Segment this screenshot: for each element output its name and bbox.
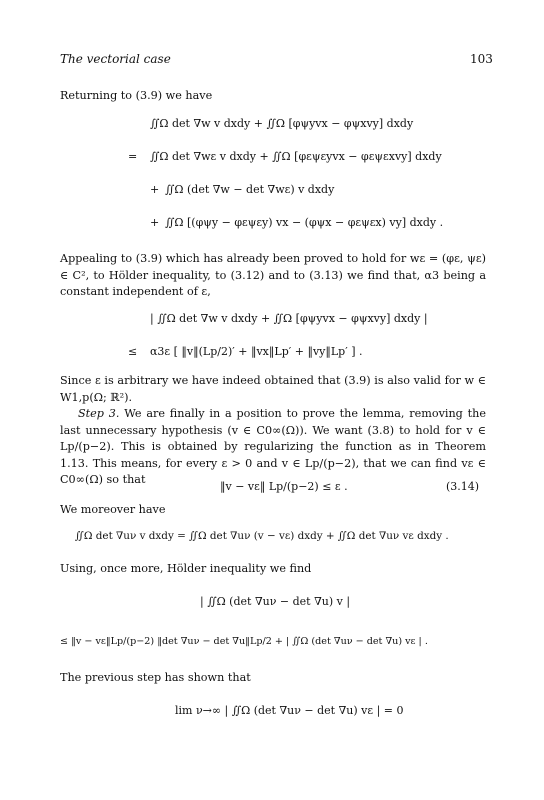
- intro-text: Returning to (3.9) we have: [60, 89, 213, 102]
- equation-line: | ∬Ω (det ∇uν − det ∇u) v |: [200, 595, 351, 608]
- equation-line: ∬Ω det ∇uν v dxdy = ∬Ω det ∇uν (v − vε) dxdy + ∬Ω det ∇uν vε dxdy .: [75, 530, 449, 542]
- step-text: We are finally in a position to prove the lemma, removing the last unnecessary hypothesis (v ∈ C0∞(Ω)). We want (3.8) to hold for v ∈ Lp/(p−2). This is obtained by regularizing the function as in Theorem 1.13. This means, for every ε > 0 and v ∈ Lp/(p−2), that we can find vε ∈ C0∞(Ω) so that: [60, 407, 486, 486]
- equation-relation: +: [150, 183, 160, 196]
- equation-number: (3.14): [446, 480, 480, 493]
- paragraph: Using, once more, Hölder inequality we find: [60, 562, 312, 575]
- equation-relation: =: [128, 150, 138, 163]
- paragraph: The previous step has shown that: [60, 671, 251, 684]
- page-number: 103: [470, 52, 493, 66]
- paragraph: Since ε is arbitrary we have indeed obtained that (3.9) is also valid for w ∈ W1,p(Ω; ℝ²).: [60, 374, 486, 404]
- equation-line: lim ν→∞ | ∬Ω (det ∇uν − det ∇u) vε | = 0: [175, 704, 404, 717]
- paragraph-step-3: [60, 406, 486, 489]
- equation-relation: +: [150, 216, 160, 229]
- step-label: Step 3.: [78, 407, 120, 420]
- equation-line: α3ε [ ‖v‖(Lp/2)′ + ‖vx‖Lp′ + ‖vy‖Lp′ ] .: [150, 345, 363, 358]
- equation-line: ‖v − vε‖ Lp/(p−2) ≤ ε .: [220, 480, 348, 493]
- equation-line: | ∬Ω det ∇w v dxdy + ∬Ω [φψyvx − φψxvy] dxdy |: [150, 312, 428, 325]
- equation-relation: ≤: [128, 345, 138, 358]
- paragraph: Appealing to (3.9) which has already been proved to hold for wε = (φε, ψε) ∈ C², to Hölder inequality, to (3.12) and to (3.13) we find that, α3 being a constant independent of ε,: [60, 252, 486, 298]
- equation-line: ∬Ω [(φψy − φεψεy) vx − (φψx − φεψεx) vy] dxdy .: [165, 216, 444, 229]
- paragraph: We moreover have: [60, 503, 166, 516]
- equation-line: ∬Ω det ∇wε v dxdy + ∬Ω [φεψεyvx − φεψεxvy] dxdy: [150, 150, 442, 163]
- equation-line: ≤ ‖v − vε‖Lp/(p−2) ‖det ∇uν − det ∇u‖Lp/2 + | ∬Ω (det ∇uν − det ∇u) vε | .: [60, 636, 428, 647]
- equation-line: ∬Ω (det ∇w − det ∇wε) v dxdy: [165, 183, 335, 196]
- equation-line: ∬Ω det ∇w v dxdy + ∬Ω [φψyvx − φψxvy] dxdy: [150, 117, 414, 130]
- running-header: The vectorial case: [60, 52, 171, 66]
